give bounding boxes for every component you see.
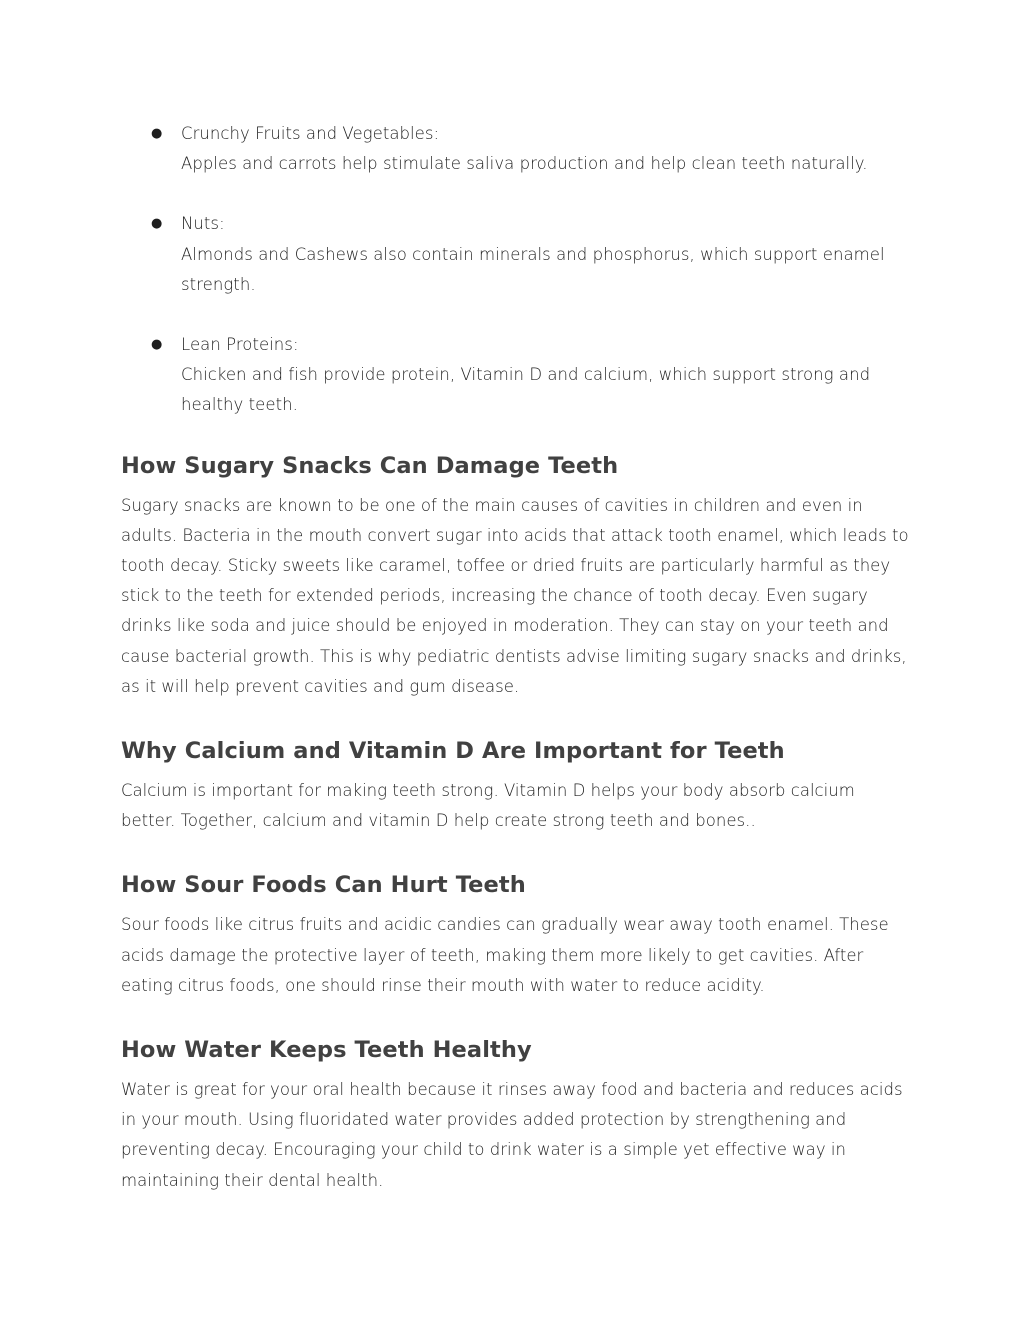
document-page — [121, 119, 911, 1196]
section-heading: How Sugary Snacks Can Damage Teeth — [121, 452, 619, 479]
list-item-title: Crunchy Fruits and Vegetables: — [181, 124, 440, 143]
section-paragraph: Sugary snacks are known to be one of the main causes of cavities in children and even in adults. Bacteria in the mouth convert sugar into acids that attack tooth enamel, which leads to tooth decay. Sticky sweets like caramel, toffee or dried fruits are particularly harmful as they stick to the teeth for extended periods, increasing the chance of tooth decay. Even sugary drinks like soda and juice should be enjoyed in moderation. They can stay on your teeth and cause bacterial growth. This is why pediatric dentists advise limiting sugary snacks and drinks, as it will help prevent cavities and gum disease. — [121, 495, 909, 696]
list-item-title: Lean Proteins: — [181, 335, 299, 355]
section-paragraph: Sour foods like citrus fruits and acidic candies can gradually wear away tooth enamel. These acids damage the protective layer of teeth, making them more likely to get cavities. After eating citrus foods, one should rinse their mouth with water to reduce acidity. — [121, 915, 889, 995]
bullet-icon: ● — [151, 216, 163, 232]
section-water — [121, 1035, 911, 1196]
section-paragraph: Calcium is important for making teeth strong. Vitamin D helps your body absorb calcium better. Together, calcium and vitamin D help create strong teeth and bones.. — [121, 781, 855, 831]
section-sugary-snacks — [121, 451, 911, 702]
list-item — [121, 209, 911, 300]
list-item — [121, 330, 911, 421]
bullet-icon: ● — [151, 126, 163, 141]
section-heading: How Water Keeps Teeth Healthy — [121, 1037, 532, 1064]
food-bullet-list — [121, 119, 911, 421]
section-sour-foods — [121, 870, 911, 1001]
list-item-title: Nuts: — [181, 214, 225, 234]
section-calcium-vitamin-d — [121, 736, 911, 836]
list-item — [121, 119, 911, 179]
list-item-text: Apples and carrots help stimulate saliva production and help clean teeth naturally. — [181, 154, 868, 174]
section-heading: Why Calcium and Vitamin D Are Important for Teeth — [121, 738, 785, 765]
bullet-icon: ● — [151, 337, 163, 353]
section-paragraph: Water is great for your oral health because it rinses away food and bacteria and reduces acids in your mouth. Using fluoridated water provides added protection by strengthening and preventing decay. Encouraging your child to drink water is a simple yet effective way in maintaining their dental health. — [121, 1080, 903, 1190]
section-heading: How Sour Foods Can Hurt Teeth — [121, 872, 526, 899]
list-item-text: Chicken and fish provide protein, Vitamin D and calcium, which support strong and healthy teeth. — [181, 365, 871, 415]
list-item-text: Almonds and Cashews also contain minerals and phosphorus, which support enamel strength. — [181, 244, 885, 294]
